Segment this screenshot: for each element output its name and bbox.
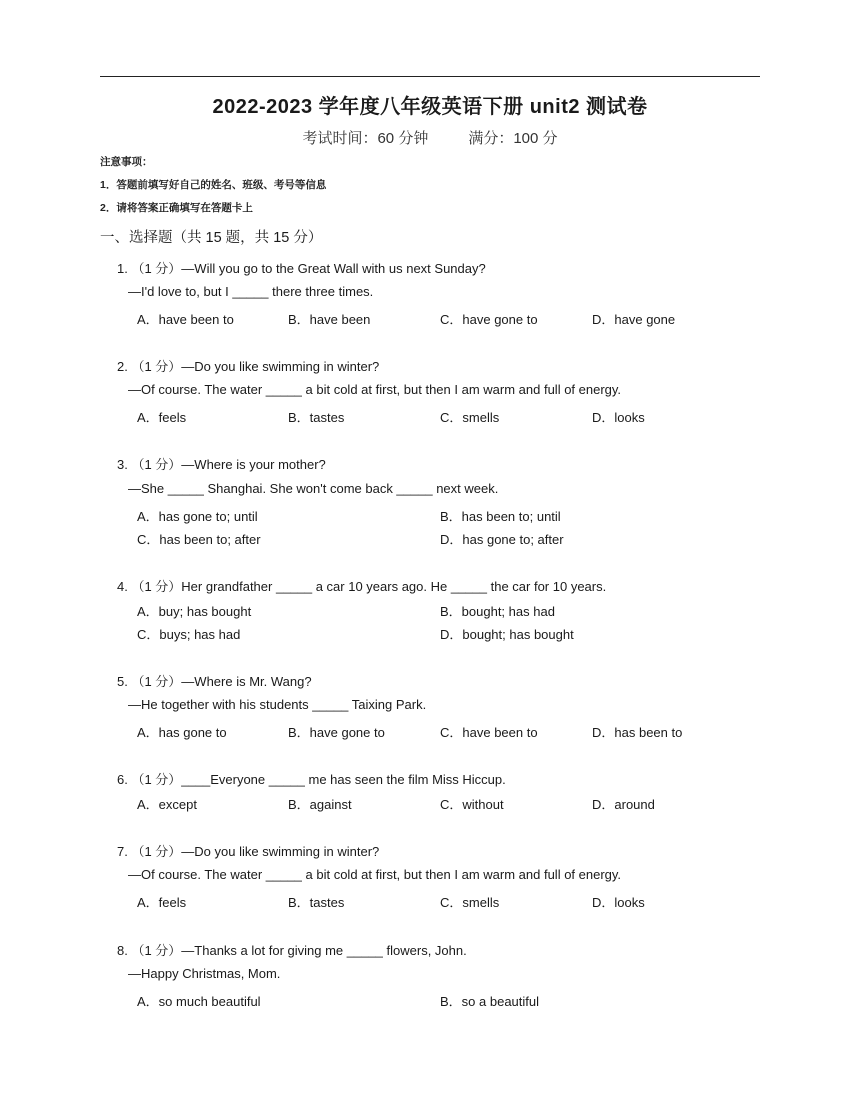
option-d[interactable]: D．has been to <box>592 725 683 740</box>
question-stem: 8. （1 分）—Thanks a lot for giving me _____ flowers, John. <box>117 943 467 958</box>
question-stem: 3. （1 分）—Where is your mother? <box>117 457 326 472</box>
option-a[interactable]: A．has gone to; until <box>137 509 258 524</box>
option-b[interactable]: B．so a beautiful <box>440 994 540 1009</box>
option-c[interactable]: C．has been to; after <box>137 532 261 547</box>
option-c[interactable]: C．smells <box>440 410 500 425</box>
question-line: —Happy Christmas, Mom. <box>128 966 281 981</box>
question-stem: 2. （1 分）—Do you like swimming in winter? <box>117 359 380 374</box>
option-b[interactable]: B．tastes <box>288 410 345 425</box>
section-title: 一、选择题（共 15 题，共 15 分） <box>100 230 323 246</box>
question-line: —She _____ Shanghai. She won't come back _____ next week. <box>128 481 499 496</box>
option-a[interactable]: A．feels <box>137 410 187 425</box>
exam-time: 考试时间：60 分钟 <box>302 130 429 147</box>
question-line: —I'd love to, but I _____ there three times. <box>128 284 374 299</box>
exam-meta <box>0 127 860 148</box>
option-d[interactable]: D．has gone to; after <box>440 532 564 547</box>
option-b[interactable]: B．against <box>288 797 352 812</box>
exam-score: 满分：100 分 <box>468 130 558 147</box>
question-line: —Of course. The water _____ a bit cold at first, but then I am warm and full of energy. <box>128 382 622 397</box>
notice-item: 2．请将答案正确填写在答题卡上 <box>100 202 253 214</box>
option-a[interactable]: A．has gone to <box>137 725 227 740</box>
option-d[interactable]: D．looks <box>592 410 645 425</box>
option-a[interactable]: A．except <box>137 797 197 812</box>
question-stem: 5. （1 分）—Where is Mr. Wang? <box>117 674 312 689</box>
question-stem: 7. （1 分）—Do you like swimming in winter? <box>117 844 380 859</box>
question-stem: 4. （1 分）Her grandfather _____ a car 10 years ago. He _____ the car for 10 years. <box>117 579 607 594</box>
option-a[interactable]: A．so much beautiful <box>137 994 261 1009</box>
option-c[interactable]: C．without <box>440 797 504 812</box>
option-c[interactable]: C．buys; has had <box>137 627 241 642</box>
option-d[interactable]: D．bought; has bought <box>440 627 574 642</box>
option-b[interactable]: B．have gone to <box>288 725 385 740</box>
option-d[interactable]: D．have gone <box>592 312 676 327</box>
notice-heading: 注意事项： <box>100 156 153 168</box>
option-a[interactable]: A．have been to <box>137 312 234 327</box>
option-a[interactable]: A．buy; has bought <box>137 604 252 619</box>
option-b[interactable]: B．bought; has had <box>440 604 555 619</box>
option-b[interactable]: B．have been <box>288 312 371 327</box>
question-stem: 1. （1 分）—Will you go to the Great Wall with us next Sunday? <box>117 261 486 276</box>
question-line: —Of course. The water _____ a bit cold at first, but then I am warm and full of energy. <box>128 867 622 882</box>
page-title: 2022-2023 学年度八年级英语下册 unit2 测试卷 <box>212 96 648 118</box>
option-c[interactable]: C．smells <box>440 895 500 910</box>
notice-item: 1．答题前填写好自己的姓名、班级、考号等信息 <box>100 179 327 191</box>
option-b[interactable]: B．has been to; until <box>440 509 561 524</box>
option-d[interactable]: D．looks <box>592 895 645 910</box>
option-b[interactable]: B．tastes <box>288 895 345 910</box>
option-d[interactable]: D．around <box>592 797 655 812</box>
question-line: —He together with his students _____ Taixing Park. <box>128 697 427 712</box>
option-c[interactable]: C．have been to <box>440 725 538 740</box>
option-c[interactable]: C．have gone to <box>440 312 538 327</box>
top-rule <box>100 76 760 77</box>
question-stem: 6. （1 分）____Everyone _____ me has seen the film Miss Hiccup. <box>117 772 506 787</box>
option-a[interactable]: A．feels <box>137 895 187 910</box>
